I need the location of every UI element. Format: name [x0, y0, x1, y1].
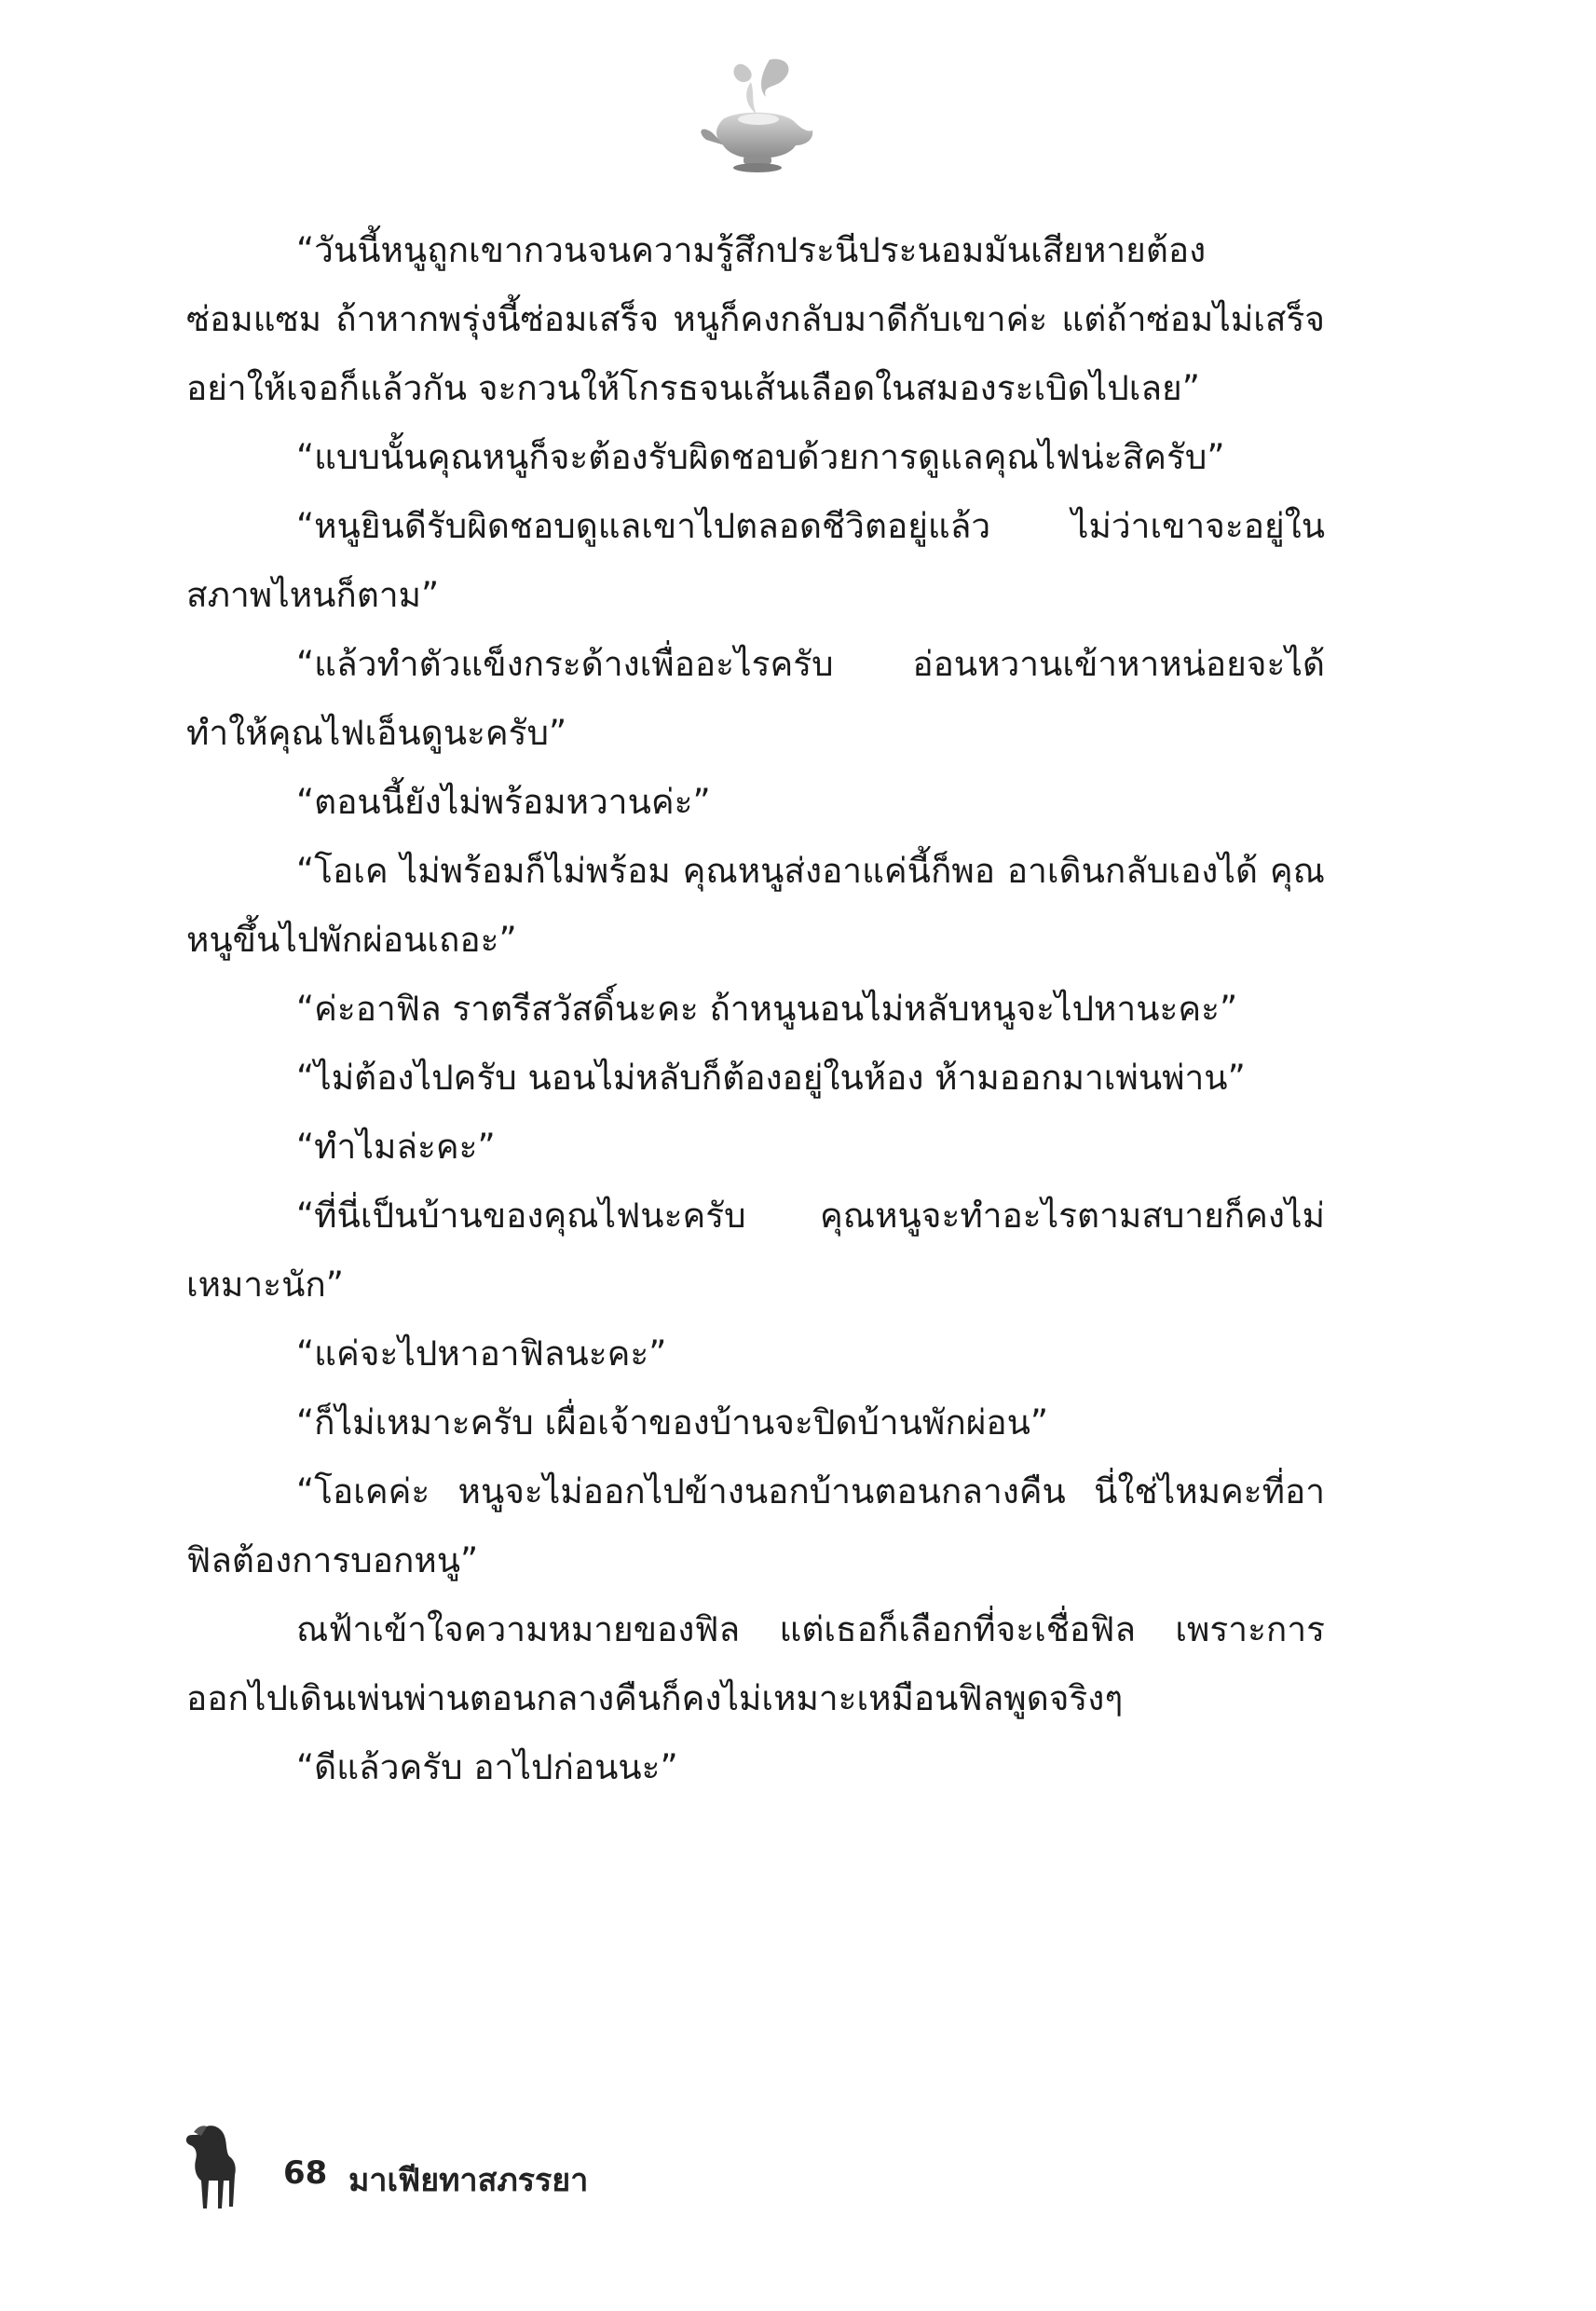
paragraph: “แล้วทำตัวแข็งกระด้างเพื่ออะไรครับ อ่อนหวานเข้าหาหน่อยจะได้ทำให้คุณไฟเอ็นดูนะครับ”: [186, 644, 1325, 753]
horse-icon: [183, 2123, 240, 2212]
genie-lamp-icon: [691, 54, 818, 173]
paragraph: “วันนี้หนูถูกเขากวนจนความรู้สึกประนีประนอมมันเสียหายต้องซ่อมแซม ถ้าหากพรุ่งนี้ซ่อมเสร็จ หนูก็คงกลับมาดีกับเขาค่ะ แต่ถ้าซ่อมไม่เสร็จ อย่าให้เจอก็แล้วกัน จะกวนให้โกรธจนเส้นเลือดในสมองระเบิดไปเลย”: [186, 230, 1325, 408]
page-footer: [183, 2123, 1021, 2212]
paragraph: “ตอนนี้ยังไม่พร้อมหวานค่ะ”: [296, 782, 711, 822]
paragraph: “โอเค ไม่พร้อมก็ไม่พร้อม คุณหนูส่งอาแค่นี้ก็พอ อาเดินกลับเองได้ คุณหนูขึ้นไปพักผ่อนเถอะ”: [186, 851, 1325, 960]
paragraph: “แบบนั้นคุณหนูก็จะต้องรับผิดชอบด้วยการดูแลคุณไฟน่ะสิครับ”: [296, 437, 1225, 477]
body-text: [186, 216, 1325, 1802]
paragraph: “โอเคค่ะ หนูจะไม่ออกไปข้างนอกบ้านตอนกลางคืน นี่ใช่ไหมคะที่อาฟิลต้องการบอกหนู”: [186, 1471, 1325, 1580]
book-title: มาเฟียทาสภรรยา: [348, 2162, 589, 2199]
paragraph: “ก็ไม่เหมาะครับ เผื่อเจ้าของบ้านจะปิดบ้านพักผ่อน”: [296, 1402, 1049, 1443]
paragraph: “หนูยินดีรับผิดชอบดูแลเขาไปตลอดชีวิตอยู่แล้ว ไม่ว่าเขาจะอยู่ในสภาพไหนก็ตาม”: [186, 506, 1325, 615]
paragraph: “แค่จะไปหาอาฟิลนะคะ”: [296, 1333, 667, 1374]
paragraph: “ดีแล้วครับ อาไปก่อนนะ”: [296, 1747, 678, 1787]
paragraph: ณฟ้าเข้าใจความหมายของฟิล แต่เธอก็เลือกที่จะเชื่อฟิล เพราะการออกไปเดินเพ่นพ่านตอนกลางคืนก็คงไม่เหมาะเหมือนฟิลพูดจริงๆ: [186, 1609, 1325, 1718]
page-number: 68: [283, 2154, 328, 2192]
paragraph: “ที่นี่เป็นบ้านของคุณไฟนะครับ คุณหนูจะทำอะไรตามสบายก็คงไม่เหมาะนัก”: [186, 1196, 1325, 1305]
paragraph: “ไม่ต้องไปครับ นอนไม่หลับก็ต้องอยู่ในห้อง ห้ามออกมาเพ่นพ่าน”: [296, 1058, 1246, 1098]
paragraph: “ค่ะอาฟิล ราตรีสวัสดิ์นะคะ ถ้าหนูนอนไม่หลับหนูจะไปหานะคะ”: [296, 989, 1238, 1029]
paragraph: “ทำไมล่ะคะ”: [296, 1127, 496, 1167]
